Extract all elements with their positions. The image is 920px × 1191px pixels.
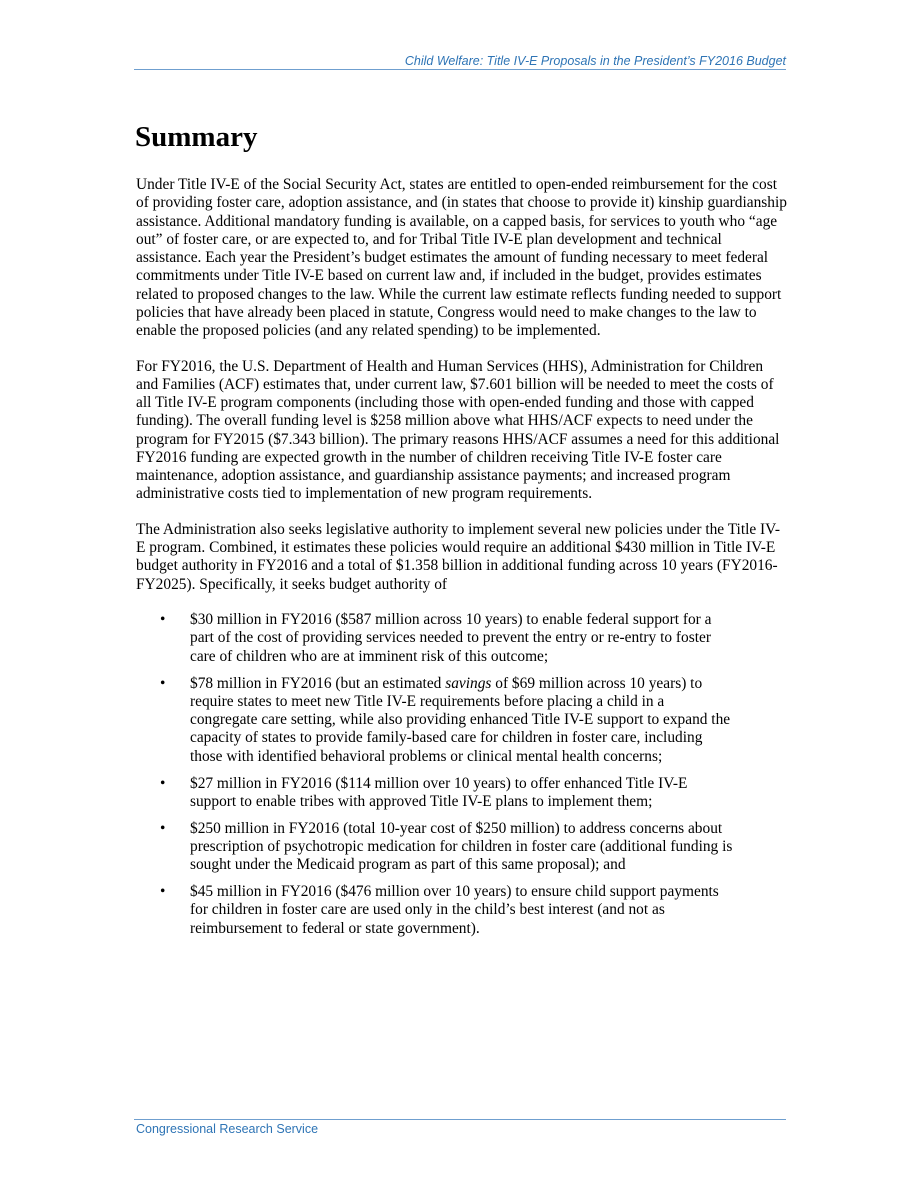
budget-authority-list: [136, 611, 788, 938]
summary-body: [136, 176, 788, 947]
footer-divider: [134, 1119, 786, 1120]
list-item-text-rest: of $69 million across 10 years) to require states to meet new Title IV-E requirements before placing a child in a congregate care setting, while also providing enhanced Title IV-E support to expand the capacity of states to provide family-based care for children in foster care, including those with identified behavioral problems or clinical mental health concerns;: [190, 674, 731, 765]
list-item-emphasis: savings: [445, 674, 492, 692]
bullet-dot-icon: •: [160, 611, 166, 629]
list-item-text: $45 million in FY2016 ($476 million over 10 years) to ensure child support payments for children in foster care are used only in the child’s best interest (and not as reimbursement to federal or state government).: [190, 883, 719, 937]
bullet-dot-icon: •: [160, 774, 166, 792]
list-item: [136, 611, 735, 666]
paragraph-fy2016-estimate: For FY2016, the U.S. Department of Health and Human Services (HHS), Administration for Children and Families (ACF) estimates that, under current law, $7.601 billion will be needed to meet the costs of all Title IV-E program components (including those with open-ended funding and those with capped funding). The overall funding level is $258 million above what HHS/ACF expects to need under the program for FY2015 ($7.343 billion). The primary reasons HHS/ACF assumes a need for this additional FY2016 funding are expected growth in the number of children receiving Title IV-E foster care maintenance, adoption assistance, and guardianship assistance payments; and increased program administrative costs tied to implementation of new program requirements.: [136, 357, 780, 503]
list-item-text: $250 million in FY2016 (total 10-year cost of $250 million) to address concerns about prescription of psychotropic medication for children in foster care (additional funding is sought under the Medicaid program as part of this same proposal); and: [190, 819, 733, 874]
section-title: Summary: [135, 121, 258, 153]
header-divider: [134, 69, 786, 70]
list-item-text: $30 million in FY2016 ($587 million across 10 years) to enable federal support for a part of the cost of providing services needed to prevent the entry or re-entry to foster care of children who are at imminent risk of this outcome;: [190, 611, 712, 665]
bullet-dot-icon: •: [160, 674, 166, 692]
list-item-text: $27 million in FY2016 ($114 million over 10 years) to offer enhanced Title IV-E support to enable tribes with approved Title IV-E plans to implement them;: [190, 774, 688, 810]
list-item: [136, 883, 735, 938]
list-item: [136, 675, 735, 766]
list-item-text-lead: $78 million in FY2016 (but an estimated: [190, 674, 446, 692]
bullet-dot-icon: •: [160, 883, 166, 901]
paragraph-current-law: Under Title IV-E of the Social Security Act, states are entitled to open-ended reimbursement for the cost of providing foster care, adoption assistance, and (in states that choose to provide it) kinship guardianship assistance. Additional mandatory funding is available, on a capped basis, for services to youth who “age out” of foster care, or are expected to, and for Tribal Title IV-E plan development and technical assistance. Each year the President’s budget estimates the amount of funding necessary to meet federal commitments under Title IV-E based on current law and, if included in the budget, provides estimates related to proposed changes to the law. While the current law estimate reflects funding needed to support policies that have already been placed in statute, Congress would need to make changes to the law to enable the proposed policies (and any related spending) to be implemented.: [136, 176, 787, 339]
list-item: [136, 820, 735, 875]
paragraph-legislative-authority: The Administration also seeks legislative authority to implement several new policies under the Title IV-E program. Combined, it estimates these policies would require an additional $430 million in Title IV-E budget authority in FY2016 and a total of $1.358 billion in additional funding across 10 years (FY2016-FY2025). Specifically, it seeks budget authority of: [136, 520, 781, 593]
footer-publisher: Congressional Research Service: [136, 1122, 319, 1136]
list-item: [136, 775, 735, 812]
running-header: Child Welfare: Title IV-E Proposals in the President’s FY2016 Budget: [404, 54, 786, 68]
bullet-dot-icon: •: [160, 819, 166, 837]
